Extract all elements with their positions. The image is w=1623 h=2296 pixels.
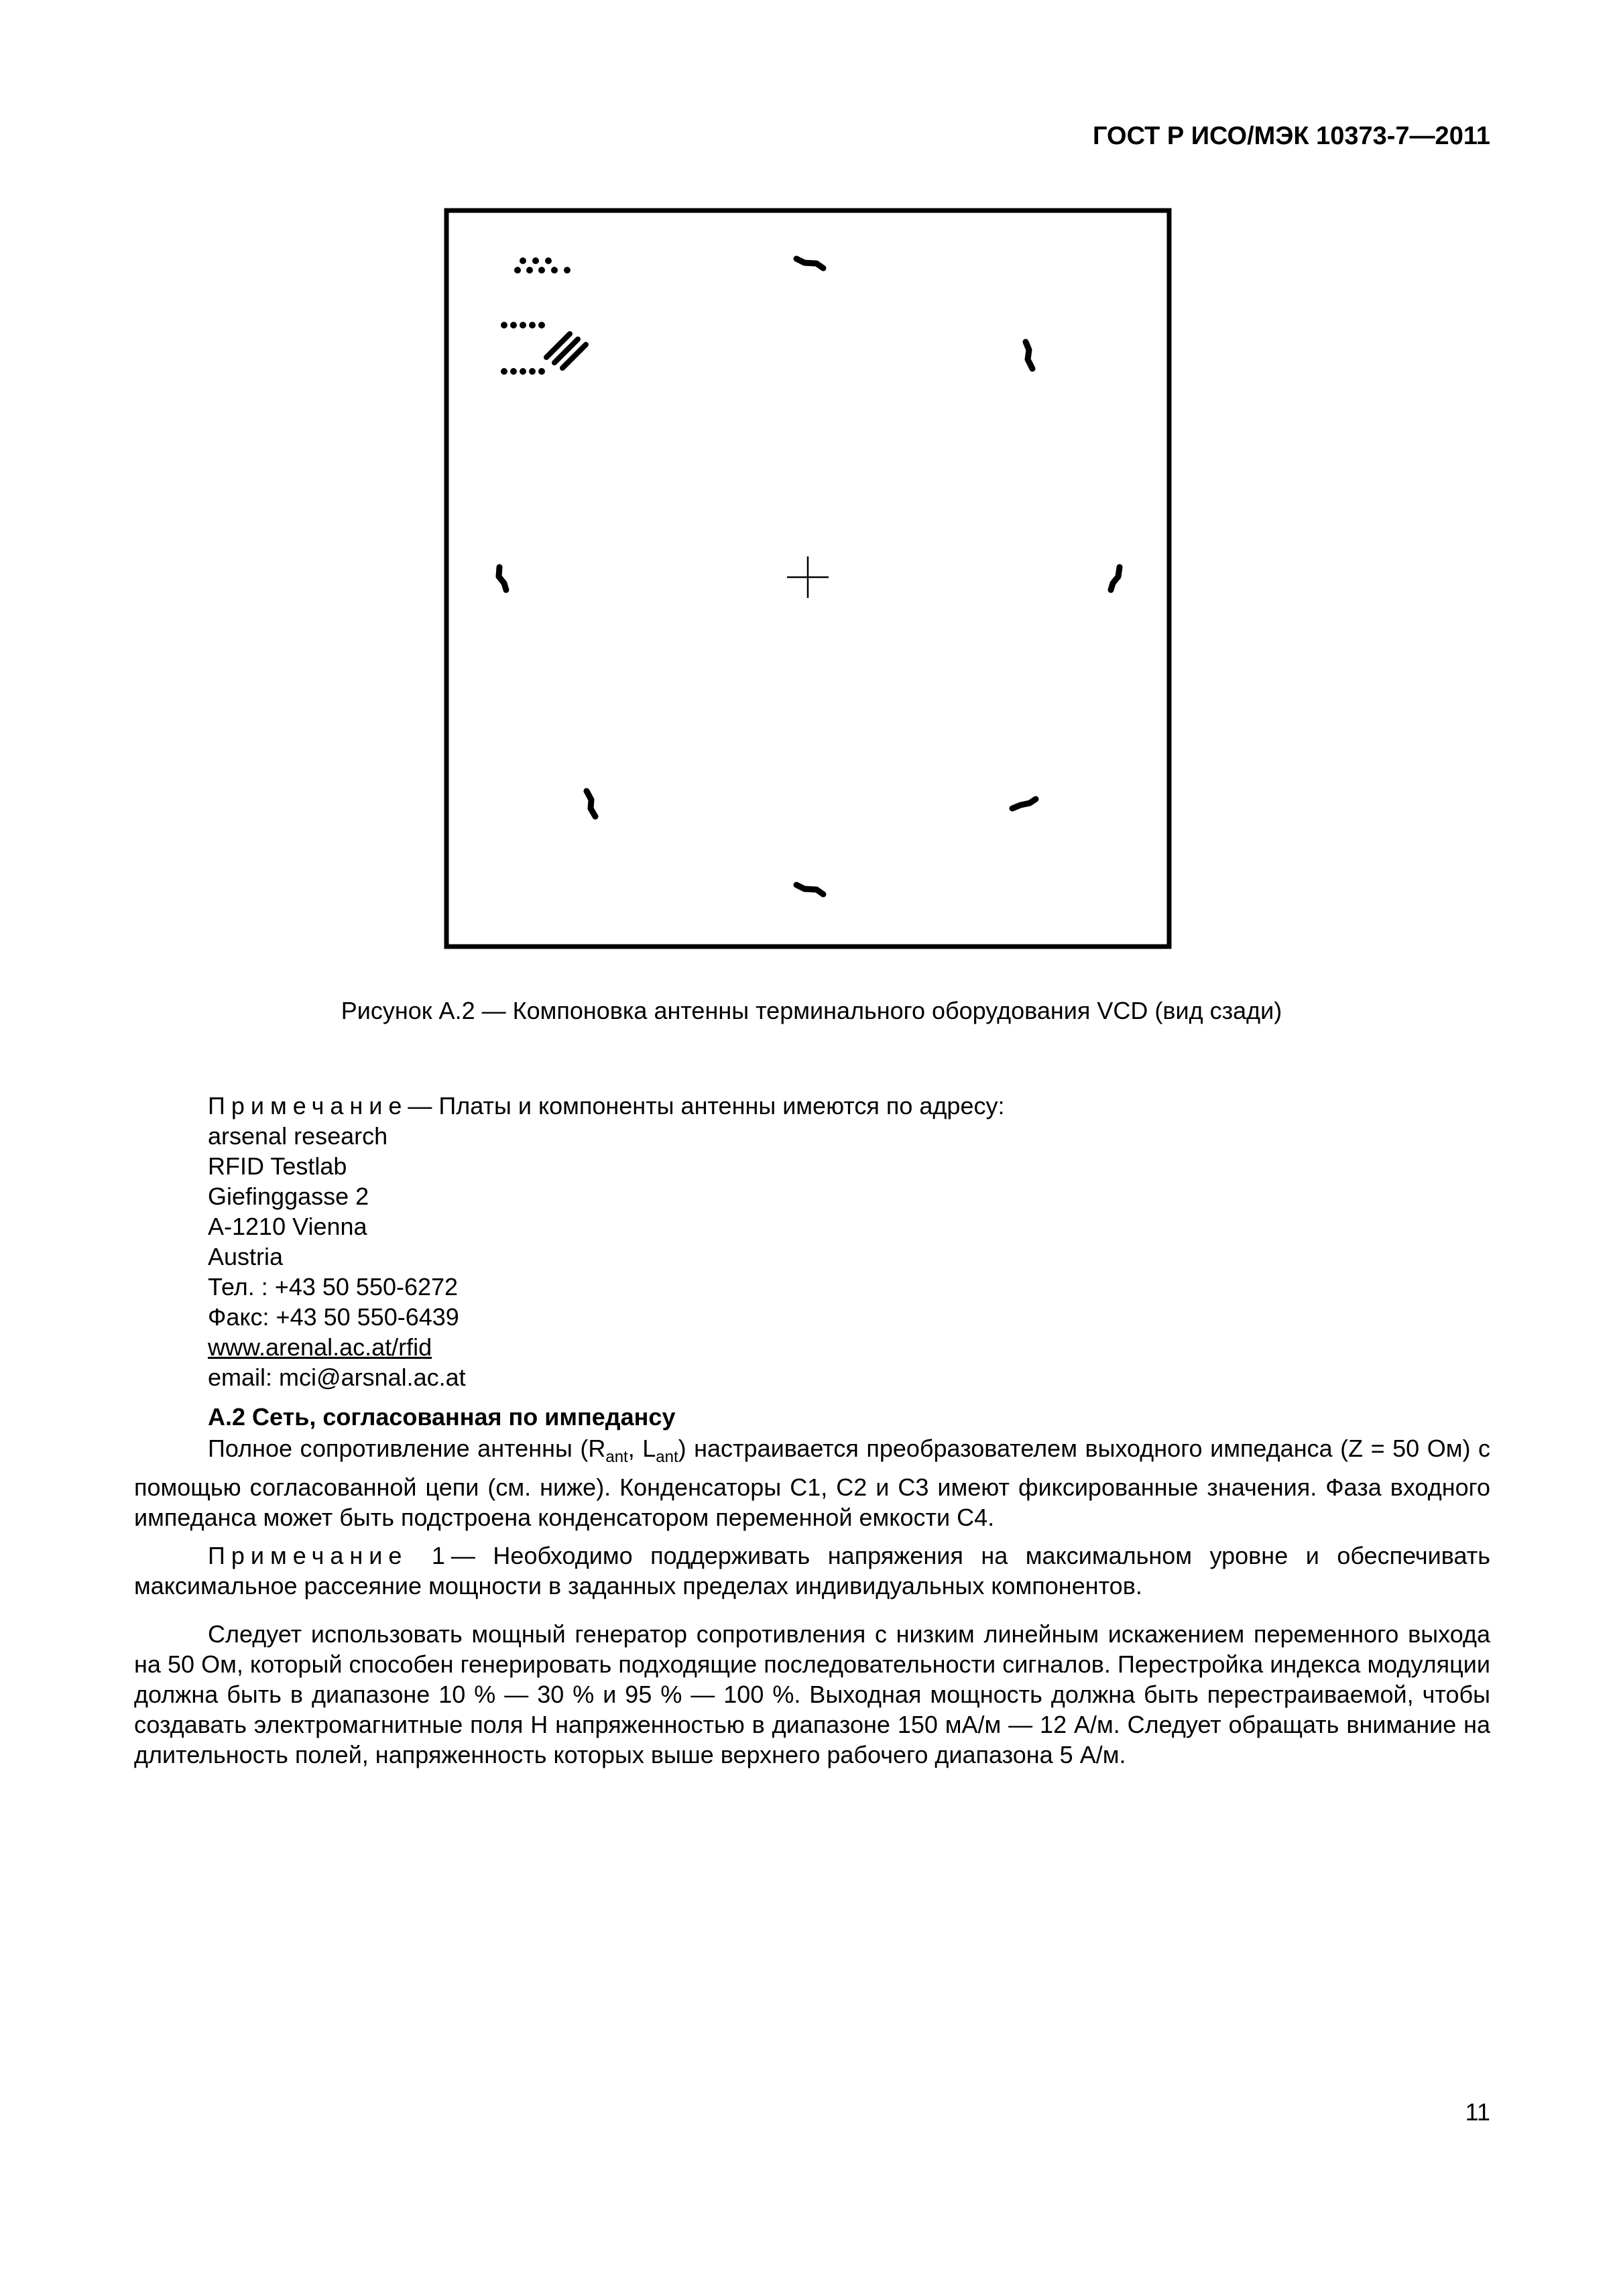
note-label: Примечание (208, 1092, 408, 1120)
p1-part-c: ) настраивается преобразователем выходного импеданса (Z = 50 Ом) с помощью согласованной цепи (см. ниже). Конденсаторы C1, C2 и C3 имеют фиксированные значения. Фаза входного импеданса может быть подстроена конденсатором переменной емкости C4. (134, 1435, 1490, 1532)
fax-line: Факс: +43 50 550-6439 (208, 1303, 459, 1331)
note-heading (208, 1091, 1004, 1121)
note1-label: Примечание 1 (208, 1542, 451, 1569)
address-line: Giefinggasse 2 (208, 1183, 369, 1210)
paragraph-generator: Следует использовать мощный генератор сопротивления с низким линейным искажением переменного выхода на 50 Ом, который способен генерировать подходящие последовательности сигналов. Перестройка индекса модуляции должна быть в диапазоне 10 % — 30 % и 95 % — 100 %. Выходная мощность должна быть перестраиваемой, чтобы создавать электромагнитные поля H напряженностью в диапазоне 150 мА/м — 12 А/м. Следует обращать внимание на длительность полей, напряженность которых выше верхнего рабочего диапазона 5 А/м. (134, 1620, 1490, 1768)
address-line: RFID Testlab (208, 1152, 347, 1180)
p1-part-b: , L (627, 1435, 656, 1462)
paragraph-impedance (134, 1433, 1490, 1532)
section-heading: А.2 Сеть, согласованная по импедансу (208, 1403, 676, 1431)
address-line: Austria (208, 1243, 284, 1270)
address-line: arsenal research (208, 1122, 388, 1150)
hatch-mark (546, 334, 586, 368)
p1-part-a: Полное сопротивление антенны (R (208, 1435, 606, 1462)
note1-text: — Необходимо поддерживать напряжения на максимальном уровне и обеспечивать максимальное рассеяние мощности в заданных пределах индивидуальных компонентов. (134, 1542, 1490, 1599)
figure-caption: Рисунок А.2 — Компоновка антенны терминального оборудования VCD (вид сзади) (341, 997, 1282, 1024)
address-line: A-1210 Vienna (208, 1213, 367, 1240)
antenna-layout-figure (442, 206, 1173, 951)
email-line: email: mci@arsnal.ac.at (208, 1364, 466, 1391)
phone-line: Тел. : +43 50 550-6272 (208, 1273, 459, 1301)
p1-sub-ant: ant (605, 1448, 628, 1467)
document-header: ГОСТ Р ИСО/МЭК 10373-7—2011 (1092, 122, 1490, 150)
p1-sub-ant: ant (656, 1448, 678, 1467)
center-crosshair (787, 556, 829, 598)
note-text: — Платы и компоненты антенны имеются по адресу: (408, 1092, 1005, 1120)
paragraph-note-1 (134, 1540, 1490, 1601)
website-link[interactable]: www.arenal.ac.at/rfid (208, 1333, 432, 1361)
note-block (208, 1091, 1004, 1392)
page-number: 11 (1465, 2098, 1490, 2126)
